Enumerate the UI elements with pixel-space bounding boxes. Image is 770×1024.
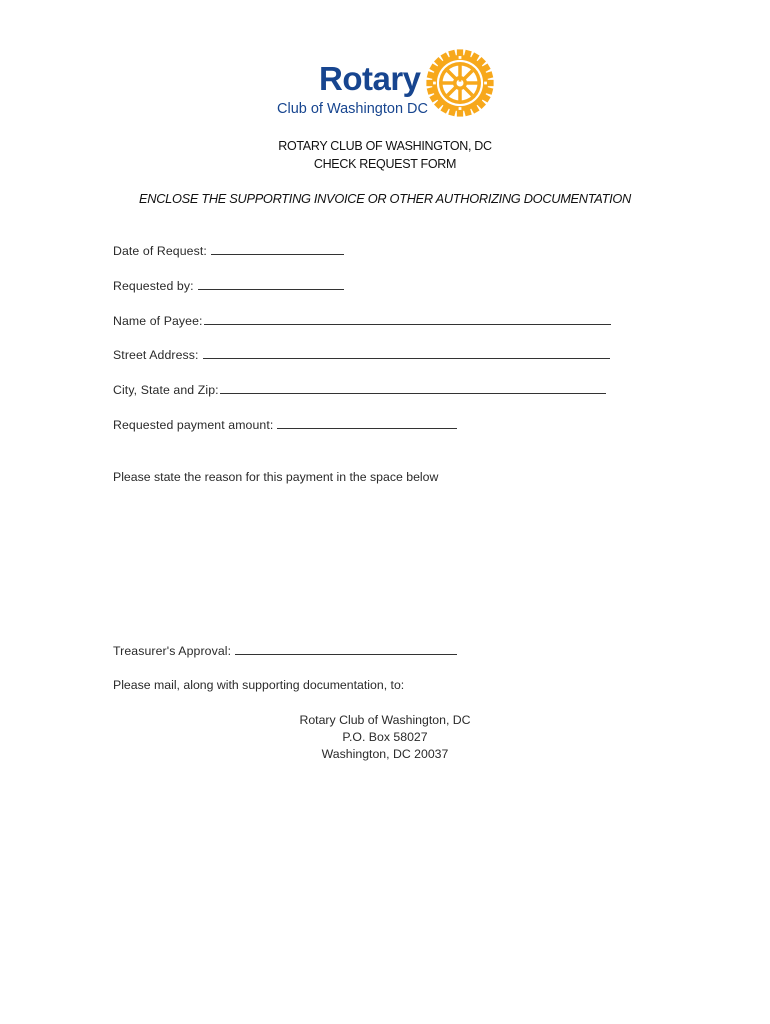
- requested-by-field[interactable]: [113, 279, 344, 293]
- form-title: CHECK REQUEST FORM: [313, 157, 457, 171]
- payment-amount-label: Requested payment amount:: [113, 418, 274, 432]
- date-of-request-label: Date of Request:: [113, 244, 207, 258]
- mailing-instruction: Please mail, along with supporting documentation, to:: [113, 678, 405, 692]
- requested-by-label: Requested by:: [113, 279, 194, 293]
- rotary-logo: [275, 48, 500, 123]
- treasurer-approval-label: Treasurer's Approval:: [113, 644, 232, 658]
- payee-name-label: Name of Payee:: [113, 314, 203, 328]
- payment-reason-prompt: Please state the reason for this payment in the space below: [113, 470, 439, 484]
- city-state-zip-label: City, State and Zip:: [113, 383, 219, 397]
- logo-wordmark: Rotary: [319, 60, 421, 97]
- street-address-line[interactable]: [203, 348, 610, 359]
- city-state-zip-line[interactable]: [220, 383, 606, 394]
- payee-name-line[interactable]: [204, 314, 611, 325]
- payment-amount-field[interactable]: [113, 418, 457, 432]
- payment-amount-line[interactable]: [277, 418, 457, 429]
- requested-by-line[interactable]: [198, 279, 344, 290]
- street-address-label: Street Address:: [113, 348, 199, 362]
- mailing-address-city: Washington, DC 20037: [321, 747, 449, 761]
- documentation-instruction: ENCLOSE THE SUPPORTING INVOICE OR OTHER AUTHORIZING DOCUMENTATION: [139, 191, 631, 206]
- organization-title: ROTARY CLUB OF WASHINGTON, DC: [278, 139, 492, 153]
- treasurer-approval-line[interactable]: [235, 644, 457, 655]
- payee-name-field[interactable]: [113, 314, 611, 328]
- date-of-request-line[interactable]: [211, 244, 344, 255]
- treasurer-approval-field[interactable]: [113, 644, 457, 658]
- city-state-zip-field[interactable]: [113, 383, 606, 397]
- mailing-address-po-box: P.O. Box 58027: [342, 730, 428, 744]
- logo-club-name: Club of Washington DC: [277, 101, 428, 117]
- payment-reason-area[interactable]: [113, 495, 653, 625]
- date-of-request-field[interactable]: [113, 244, 344, 258]
- street-address-field[interactable]: [113, 348, 610, 362]
- mailing-address-name: Rotary Club of Washington, DC: [299, 713, 471, 727]
- rotary-wheel-icon: [425, 48, 495, 118]
